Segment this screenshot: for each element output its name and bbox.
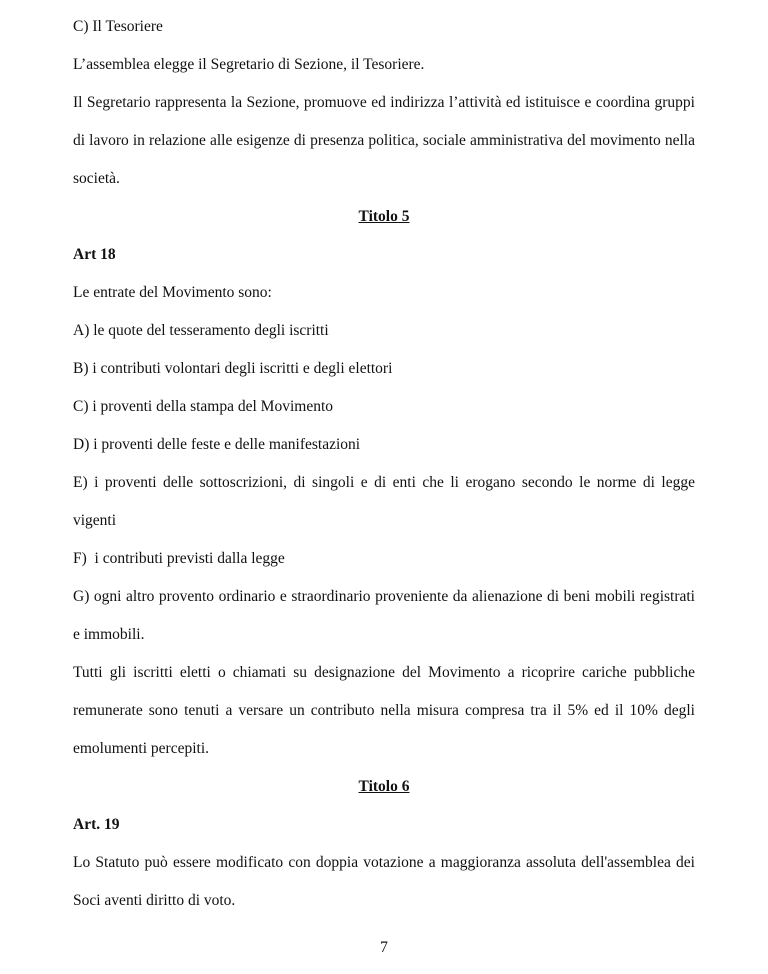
list-item-e-line-1: E) i proventi delle sottoscrizioni, di singoli e di enti che li erogano secondo le norme di legge: [73, 474, 695, 491]
list-item-d: D) i proventi delle feste e delle manifestazioni: [73, 436, 361, 453]
list-item-a: A) le quote del tesseramento degli iscritti: [73, 322, 329, 339]
article-heading-art-19: Art. 19: [73, 816, 120, 833]
paragraph-statuto-line-2: Soci aventi diritto di voto.: [73, 892, 236, 909]
paragraph-entrate: Le entrate del Movimento sono:: [73, 284, 272, 301]
paragraph-segretario-line-2: di lavoro in relazione alle esigenze di presenza politica, sociale amministrativa del movimento nella: [73, 132, 695, 149]
list-item-g-line-2: e immobili.: [73, 626, 145, 643]
list-item-f: F) i contributi previsti dalla legge: [73, 550, 285, 567]
paragraph-iscritti-line-3: emolumenti percepiti.: [73, 740, 210, 757]
paragraph-iscritti-line-1: Tutti gli iscritti eletti o chiamati su designazione del Movimento a ricoprire cariche pubbliche: [73, 664, 695, 681]
article-heading-art-18: Art 18: [73, 246, 116, 263]
list-item-c-tesoriere: C) Il Tesoriere: [73, 18, 163, 35]
list-item-e-line-2: vigenti: [73, 512, 117, 529]
paragraph-iscritti-line-2: remunerate sono tenuti a versare un contributo nella misura compresa tra il 5% ed il 10% degli: [73, 702, 695, 719]
paragraph-statuto-line-1: Lo Statuto può essere modificato con doppia votazione a maggioranza assoluta dell'assemblea dei: [73, 854, 695, 871]
page-number: 7: [380, 939, 388, 956]
paragraph-assemblea: L’assemblea elegge il Segretario di Sezione, il Tesoriere.: [73, 56, 425, 73]
list-item-g-line-1: G) ogni altro provento ordinario e straordinario proveniente da alienazione di beni mobili registrati: [73, 588, 695, 605]
section-title-titolo-5: Titolo 5: [358, 208, 410, 225]
list-item-b: B) i contributi volontari degli iscritti e degli elettori: [73, 360, 393, 377]
paragraph-segretario-line-3: società.: [73, 170, 120, 187]
section-title-titolo-6: Titolo 6: [358, 778, 410, 795]
paragraph-segretario-line-1: Il Segretario rappresenta la Sezione, promuove ed indirizza l’attività ed istituisce e coordina gruppi: [73, 94, 695, 111]
list-item-c: C) i proventi della stampa del Movimento: [73, 398, 334, 415]
